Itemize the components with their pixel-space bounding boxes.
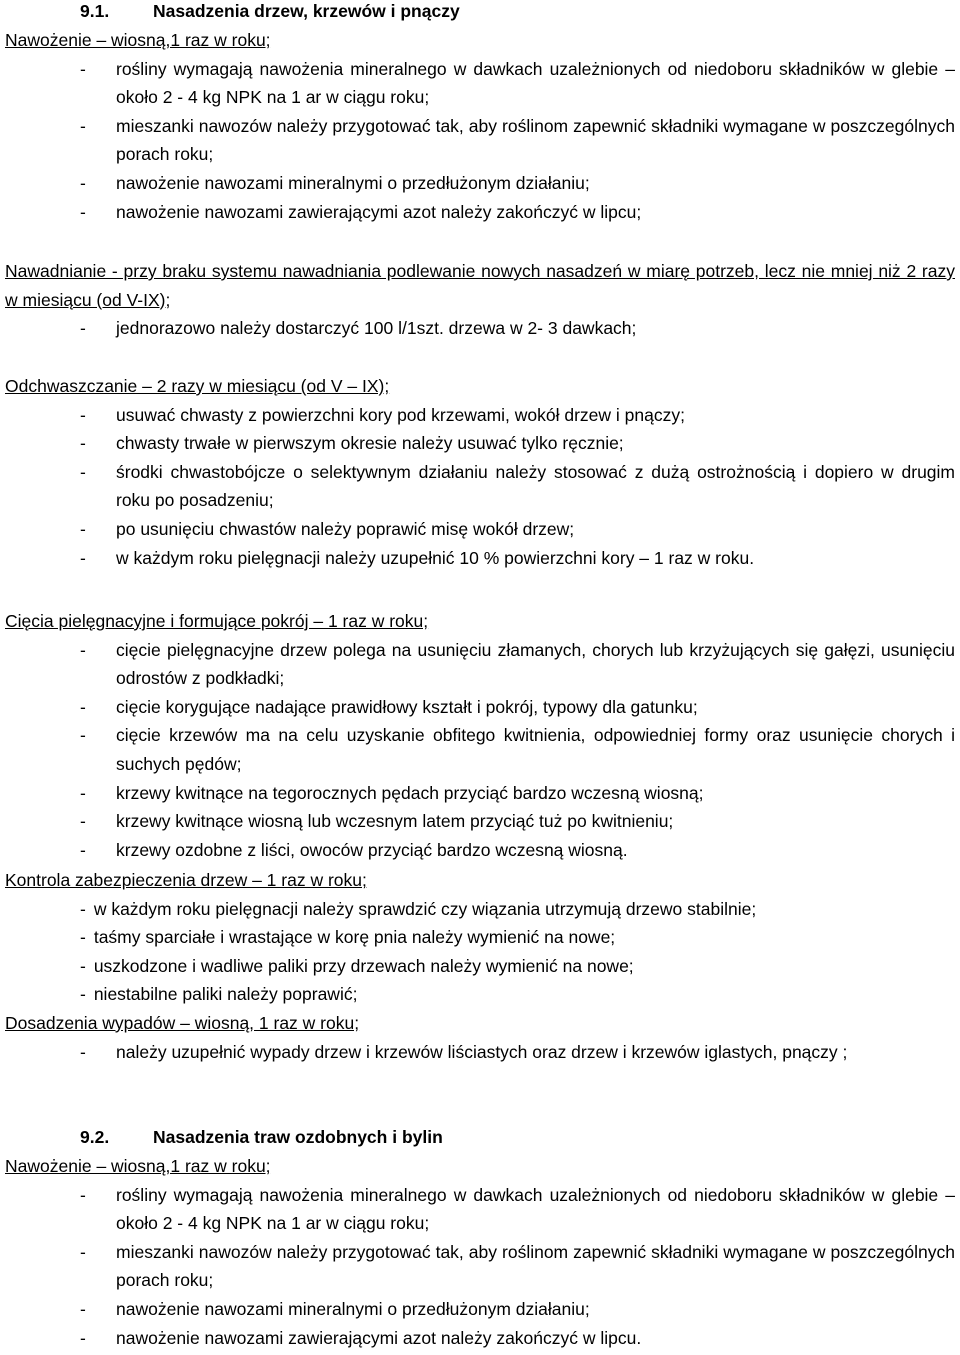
dash-bullet: - <box>80 725 86 746</box>
list-item <box>5 458 955 515</box>
list-item <box>5 836 955 865</box>
list-item-text: należy uzupełnić wypady drzew i krzewów liściastych oraz drzew i krzewów iglastych, pnączy ; <box>116 1041 848 1062</box>
list-item <box>5 1038 955 1067</box>
dash-bullet: - <box>80 433 86 454</box>
dash-bullet: - <box>80 811 86 832</box>
dash-bullet: - <box>80 318 86 339</box>
list-item <box>5 429 955 458</box>
dash-bullet: - <box>80 639 86 660</box>
list-item <box>5 314 955 343</box>
fertilization-heading: Nawożenie – wiosną,1 raz w roku; <box>5 1156 271 1176</box>
list-item <box>5 721 955 778</box>
list-item <box>5 1295 955 1324</box>
list-item <box>5 952 955 981</box>
replanting-heading: Dosadzenia wypadów – wiosną, 1 raz w roku; <box>5 1013 360 1033</box>
list-item <box>5 693 955 722</box>
dash-bullet: - <box>80 1327 86 1348</box>
dash-bullet: - <box>80 1184 86 1205</box>
list-item-text: rośliny wymagają nawożenia mineralnego w dawkach uzależnionych od niedoboru składników w glebie – około 2 - 4 kg NPK na 1 ar w ciągu roku; <box>116 58 955 108</box>
list-item <box>5 923 955 952</box>
section-title-text: Nasadzenia drzew, krzewów i pnączy <box>153 1 460 21</box>
list-item-text: w każdym roku pielęgnacji należy uzupełnić 10 % powierzchni kory – 1 raz w roku. <box>116 547 755 568</box>
list-item-text: chwasty trwałe w pierwszym okresie należy usuwać tylko ręcznie; <box>116 433 624 454</box>
dash-bullet: - <box>80 1241 86 1262</box>
list-item <box>5 1238 955 1295</box>
irrigation-list <box>5 314 955 343</box>
list-item-text: cięcie krzewów ma na celu uzyskanie obfitego kwitnienia, odpowiedniej formy oraz usunięcie chorych i suchych pędów; <box>116 725 955 774</box>
dash-bullet: - <box>80 955 86 976</box>
dash-bullet: - <box>80 1041 86 1062</box>
dash-bullet: - <box>80 782 86 803</box>
section-number: 9.1. <box>80 1 110 21</box>
fertilization-list <box>5 55 955 227</box>
dash-bullet: - <box>80 172 86 193</box>
list-item-text: nawożenie nawozami mineralnymi o przedłużonym działaniu; <box>116 172 590 193</box>
fertilization-block <box>5 26 955 226</box>
list-item-text: mieszanki nawozów należy przygotować tak, aby roślinom zapewnić składniki wymagane w poszczególnych porach roku; <box>116 1241 955 1291</box>
dash-bullet: - <box>80 518 86 539</box>
dash-bullet: - <box>80 927 86 948</box>
list-item <box>5 544 955 573</box>
section-title-text: Nasadzenia traw ozdobnych i bylin <box>153 1127 443 1147</box>
list-item-text: środki chwastobójcze o selektywnym działaniu należy stosować z dużą ostrożnością i dopiero w drugim roku po posadzeniu; <box>116 461 955 511</box>
list-item <box>5 1181 955 1238</box>
dash-bullet: - <box>80 984 86 1005</box>
list-item <box>5 779 955 808</box>
list-item <box>5 169 955 198</box>
replanting-block <box>5 1009 955 1066</box>
list-item <box>5 807 955 836</box>
list-item-text: nawożenie nawozami zawierającymi azot należy zakończyć w lipcu. <box>116 1327 642 1348</box>
list-item-text: po usunięciu chwastów należy poprawić misę wokół drzew; <box>116 518 575 539</box>
dash-bullet: - <box>80 696 86 717</box>
dash-bullet: - <box>80 839 86 860</box>
list-item-text: w każdym roku pielęgnacji należy sprawdzić czy wiązania utrzymują drzewo stabilnie; <box>93 898 757 919</box>
list-item <box>5 636 955 693</box>
list-item <box>5 895 955 924</box>
weeding-block <box>5 372 955 572</box>
list-item <box>5 401 955 430</box>
fertilization-list <box>5 1181 955 1353</box>
list-item-text: niestabilne paliki należy poprawić; <box>93 984 358 1005</box>
list-item-text: uszkodzone i wadliwe paliki przy drzewach należy wymienić na nowe; <box>93 955 634 976</box>
control-block <box>5 866 955 1009</box>
list-item-text: krzewy ozdobne z liści, owoców przyciąć bardzo wczesną wiosną. <box>116 839 628 860</box>
list-item-text: rośliny wymagają nawożenia mineralnego w dawkach uzależnionych od niedoboru składników w glebie – około 2 - 4 kg NPK na 1 ar w ciągu roku; <box>116 1184 955 1234</box>
replanting-list <box>5 1038 955 1067</box>
weeding-heading: Odchwaszczanie – 2 razy w miesiącu (od V – IX); <box>5 376 390 396</box>
list-item-text: nawożenie nawozami mineralnymi o przedłużonym działaniu; <box>116 1298 590 1319</box>
irrigation-heading: Nawadnianie - przy braku systemu nawadniania podlewanie nowych nasadzeń w miarę potrzeb, lecz nie mniej niż 2 razy w miesiącu (od V-IX); <box>5 261 955 310</box>
list-item-text: cięcie pielęgnacyjne drzew polega na usunięciu złamanych, chorych lub krzyżujących się gałęzi, usunięciu odrostów z podkładki; <box>116 639 955 689</box>
list-item-text: usuwać chwasty z powierzchni kory pod krzewami, wokół drzew i pnączy; <box>116 404 685 425</box>
section-title <box>80 1123 443 1152</box>
fertilization-block-2 <box>5 1152 955 1352</box>
list-item-text: krzewy kwitnące wiosną lub wczesnym latem przyciąć tuż po kwitnieniu; <box>116 811 674 832</box>
list-item <box>5 980 955 1009</box>
dash-bullet: - <box>80 547 86 568</box>
weeding-list <box>5 401 955 573</box>
dash-bullet: - <box>80 1298 86 1319</box>
list-item-text: krzewy kwitnące na tegorocznych pędach przyciąć bardzo wczesną wiosną; <box>116 782 704 803</box>
irrigation-block <box>5 257 955 343</box>
pruning-heading: Cięcia pielęgnacyjne i formujące pokrój – 1 raz w roku; <box>5 611 429 631</box>
pruning-list <box>5 636 955 865</box>
section-title <box>80 0 460 26</box>
dash-bullet: - <box>80 115 86 136</box>
list-item-text: jednorazowo należy dostarczyć 100 l/1szt. drzewa w 2- 3 dawkach; <box>116 318 637 339</box>
irrigation-paragraph <box>5 257 955 314</box>
list-item-text: nawożenie nawozami zawierającymi azot należy zakończyć w lipcu; <box>116 201 642 222</box>
control-heading: Kontrola zabezpieczenia drzew – 1 raz w roku; <box>5 870 367 890</box>
list-item <box>5 55 955 112</box>
dash-bullet: - <box>80 58 86 79</box>
list-item-text: cięcie korygujące nadające prawidłowy kształt i pokrój, typowy dla gatunku; <box>116 696 698 717</box>
list-item-text: taśmy sparciałe i wrastające w korę pnia należy wymienić na nowe; <box>93 927 616 948</box>
dash-bullet: - <box>80 404 86 425</box>
dash-bullet: - <box>80 461 86 482</box>
list-item <box>5 112 955 169</box>
section-number: 9.2. <box>80 1127 110 1147</box>
dash-bullet: - <box>80 898 86 919</box>
list-item <box>5 1324 955 1353</box>
dash-bullet: - <box>80 201 86 222</box>
control-list <box>5 895 955 1009</box>
fertilization-heading: Nawożenie – wiosną,1 raz w roku; <box>5 30 271 50</box>
list-item-text: mieszanki nawozów należy przygotować tak, aby roślinom zapewnić składniki wymagane w poszczególnych porach roku; <box>116 115 955 165</box>
list-item <box>5 515 955 544</box>
list-item <box>5 198 955 227</box>
pruning-block <box>5 607 955 864</box>
